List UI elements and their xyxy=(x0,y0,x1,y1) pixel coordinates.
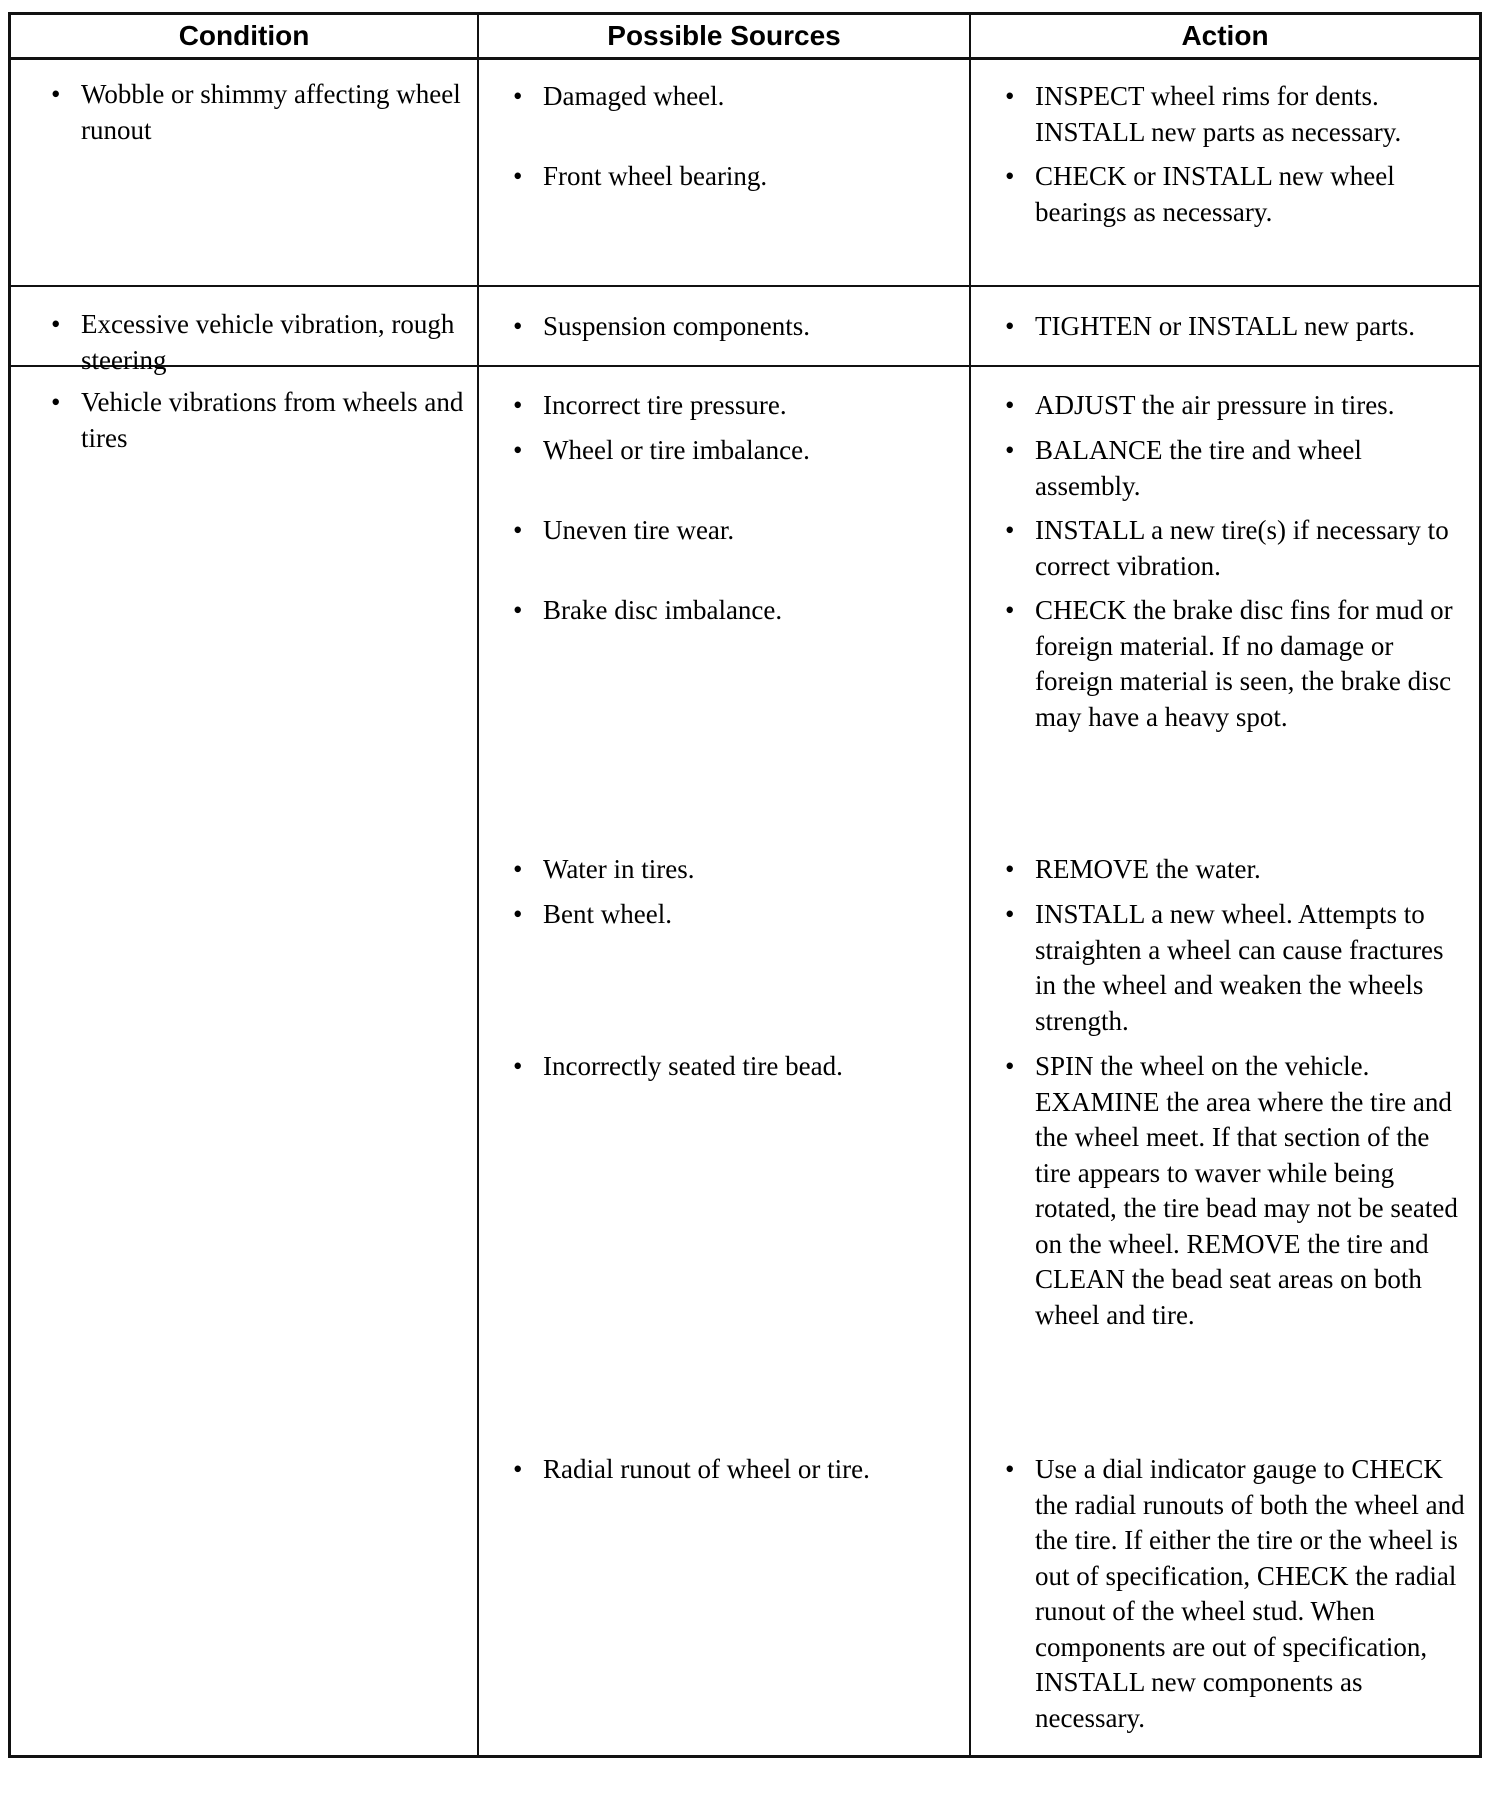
header-condition: Condition xyxy=(178,20,310,51)
source-cell xyxy=(509,433,949,469)
bullet-icon: • xyxy=(1005,899,1015,929)
row-divider-1 xyxy=(11,285,1479,287)
header-possible-sources: Possible Sources xyxy=(607,20,841,51)
action-text: INSPECT wheel rims for dents. INSTALL new parts as necessary. xyxy=(1035,81,1402,147)
source-cell xyxy=(509,388,949,424)
condition-text: Excessive vehicle vibration, rough steering xyxy=(81,309,455,375)
action-text: Use a dial indicator gauge to CHECK the radial runouts of both the wheel and the tire. If either the tire or the wheel is out of specification, CHECK the radial runout of the wheel stud. When components are out of specification, INSTALL new components as necessary. xyxy=(1035,1454,1465,1733)
source-text: Bent wheel. xyxy=(543,899,672,929)
condition-text: Wobble or shimmy affecting wheel runout xyxy=(81,79,461,145)
source-text: Incorrect tire pressure. xyxy=(543,390,787,420)
bullet-icon: • xyxy=(1005,311,1015,341)
source-cell xyxy=(509,897,949,933)
source-text: Incorrectly seated tire bead. xyxy=(543,1051,843,1081)
bullet-icon: • xyxy=(1005,1051,1015,1081)
action-cell xyxy=(1001,79,1471,150)
action-text: SPIN the wheel on the vehicle. EXAMINE the area where the tire and the wheel meet. If that section of the tire appears to waver while being rotated, the tire bead may not be seated on the wheel. REMOVE the tire and CLEAN the bead seat areas on both wheel and tire. xyxy=(1035,1051,1458,1330)
bullet-icon: • xyxy=(513,854,523,884)
action-text: CHECK or INSTALL new wheel bearings as necessary. xyxy=(1035,161,1395,227)
action-cell xyxy=(1001,513,1471,584)
bullet-icon: • xyxy=(1005,515,1015,545)
bullet-icon: • xyxy=(1005,390,1015,420)
bullet-icon: • xyxy=(1005,81,1015,111)
condition-text: Vehicle vibrations from wheels and tires xyxy=(81,387,464,453)
bullet-icon: • xyxy=(513,81,523,111)
source-text: Radial runout of wheel or tire. xyxy=(543,1454,870,1484)
source-text: Water in tires. xyxy=(543,854,695,884)
action-cell xyxy=(1001,433,1471,504)
action-text: INSTALL a new wheel. Attempts to straighten a wheel can cause fractures in the wheel and weaken the wheels strength. xyxy=(1035,899,1444,1036)
action-cell xyxy=(1001,593,1471,735)
source-cell xyxy=(509,159,949,195)
bullet-icon: • xyxy=(513,161,523,191)
bullet-icon: • xyxy=(51,309,61,339)
action-text: CHECK the brake disc fins for mud or foreign material. If no damage or foreign material is seen, the brake disc may have a heavy spot. xyxy=(1035,595,1453,732)
source-text: Brake disc imbalance. xyxy=(543,595,783,625)
source-text: Suspension components. xyxy=(543,311,810,341)
action-cell xyxy=(1001,159,1471,230)
bullet-icon: • xyxy=(1005,595,1015,625)
source-text: Wheel or tire imbalance. xyxy=(543,435,810,465)
column-divider-1 xyxy=(477,15,479,1755)
source-cell xyxy=(509,1049,949,1085)
bullet-icon: • xyxy=(513,899,523,929)
bullet-icon: • xyxy=(51,79,61,109)
bullet-icon: • xyxy=(1005,1454,1015,1484)
action-text: BALANCE the tire and wheel assembly. xyxy=(1035,435,1362,501)
source-text: Front wheel bearing. xyxy=(543,161,768,191)
action-cell xyxy=(1001,309,1471,345)
troubleshooting-table xyxy=(8,12,1482,1758)
header-action: Action xyxy=(1181,20,1269,51)
header-divider xyxy=(11,57,1479,60)
condition-cell xyxy=(47,77,467,148)
source-cell xyxy=(509,1452,949,1488)
bullet-icon: • xyxy=(513,1051,523,1081)
source-cell xyxy=(509,79,949,115)
bullet-icon: • xyxy=(513,435,523,465)
source-cell xyxy=(509,852,949,888)
action-cell xyxy=(1001,852,1471,888)
bullet-icon: • xyxy=(1005,161,1015,191)
bullet-icon: • xyxy=(1005,854,1015,884)
bullet-icon: • xyxy=(513,595,523,625)
action-text: INSTALL a new tire(s) if necessary to correct vibration. xyxy=(1035,515,1449,581)
bullet-icon: • xyxy=(51,387,61,417)
source-cell xyxy=(509,593,949,629)
column-divider-2 xyxy=(969,15,971,1755)
bullet-icon: • xyxy=(513,311,523,341)
source-cell xyxy=(509,513,949,549)
bullet-icon: • xyxy=(1005,435,1015,465)
action-cell xyxy=(1001,897,1471,1039)
action-cell xyxy=(1001,1049,1471,1333)
source-text: Uneven tire wear. xyxy=(543,515,735,545)
action-cell xyxy=(1001,388,1471,424)
source-cell xyxy=(509,309,949,345)
condition-cell xyxy=(47,307,467,378)
bullet-icon: • xyxy=(513,390,523,420)
source-text: Damaged wheel. xyxy=(543,81,725,111)
bullet-icon: • xyxy=(513,515,523,545)
action-text: REMOVE the water. xyxy=(1035,854,1261,884)
action-text: ADJUST the air pressure in tires. xyxy=(1035,390,1395,420)
condition-cell xyxy=(47,385,467,456)
action-cell xyxy=(1001,1452,1471,1736)
bullet-icon: • xyxy=(513,1454,523,1484)
action-text: TIGHTEN or INSTALL new parts. xyxy=(1035,311,1415,341)
